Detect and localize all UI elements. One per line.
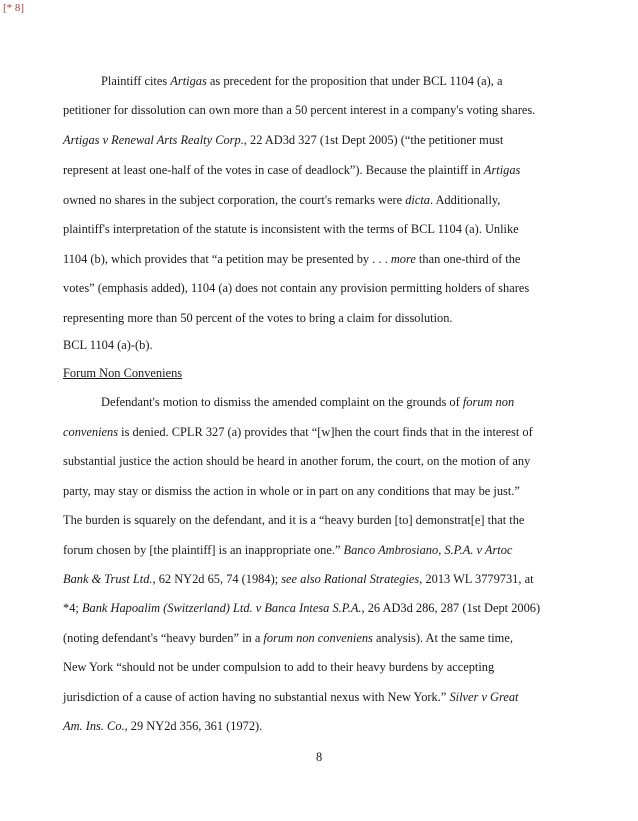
text-line: Plaintiff cites Artigas as precedent for the proposition that under BCL 1104 (a), a xyxy=(101,74,503,88)
page-number: 8 xyxy=(316,750,323,764)
text-line: representing more than 50 percent of the votes to bring a claim for dissolution. xyxy=(63,311,453,325)
text-line: substantial justice the action should be heard in another forum, the court, on the motion of any xyxy=(63,454,531,468)
text-line: Artigas v Renewal Arts Realty Corp., 22 AD3d 327 (1st Dept 2005) (“the petitioner must xyxy=(63,133,504,147)
text-line: plaintiff's interpretation of the statute is inconsistent with the terms of BCL 1104 (a). Unlike xyxy=(63,222,519,236)
text-line: New York “should not be under compulsion to add to their heavy burdens by accepting xyxy=(63,660,495,674)
text-line: (noting defendant's “heavy burden” in a forum non conveniens analysis). At the same time, xyxy=(63,631,513,645)
text-line: forum chosen by [the plaintiff] is an inappropriate one.” Banco Ambrosiano, S.P.A. v Artoc xyxy=(63,543,513,557)
text-line: Bank & Trust Ltd., 62 NY2d 65, 74 (1984); see also Rational Strategies, 2013 WL 3779731, at xyxy=(63,572,534,586)
text-line: votes” (emphasis added), 1104 (a) does not contain any provision permitting holders of shares xyxy=(63,281,530,295)
text-line: Am. Ins. Co., 29 NY2d 356, 361 (1972). xyxy=(63,719,263,733)
section-heading: Forum Non Conveniens xyxy=(63,366,183,380)
text-line: conveniens is denied. CPLR 327 (a) provides that “[w]hen the court finds that in the interest of xyxy=(63,425,533,439)
text-line: 1104 (b), which provides that “a petition may be presented by . . . more than one-third of the xyxy=(63,252,521,266)
text-line: petitioner for dissolution can own more than a 50 percent interest in a company's voting shares. xyxy=(63,103,536,117)
text-line: represent at least one-half of the votes in case of deadlock”). Because the plaintiff in Artigas xyxy=(63,163,521,177)
text-line: The burden is squarely on the defendant, and it is a “heavy burden [to] demonstrat[e] that the xyxy=(63,513,525,527)
text-line: jurisdiction of a cause of action having no substantial nexus with New York.” Silver v Great xyxy=(63,690,519,704)
text-line: *4; Bank Hapoalim (Switzerland) Ltd. v Banca Intesa S.P.A., 26 AD3d 286, 287 (1st Dept 2006) xyxy=(63,601,541,615)
text-line: BCL 1104 (a)-(b). xyxy=(63,338,153,352)
text-line: owned no shares in the subject corporation, the court's remarks were dicta. Additionally, xyxy=(63,193,501,207)
text-line: Defendant's motion to dismiss the amended complaint on the grounds of forum non xyxy=(101,395,515,409)
page-marker: [* 8] xyxy=(3,2,25,14)
text-line: party, may stay or dismiss the action in whole or in part on any conditions that may be just.” xyxy=(63,484,520,498)
